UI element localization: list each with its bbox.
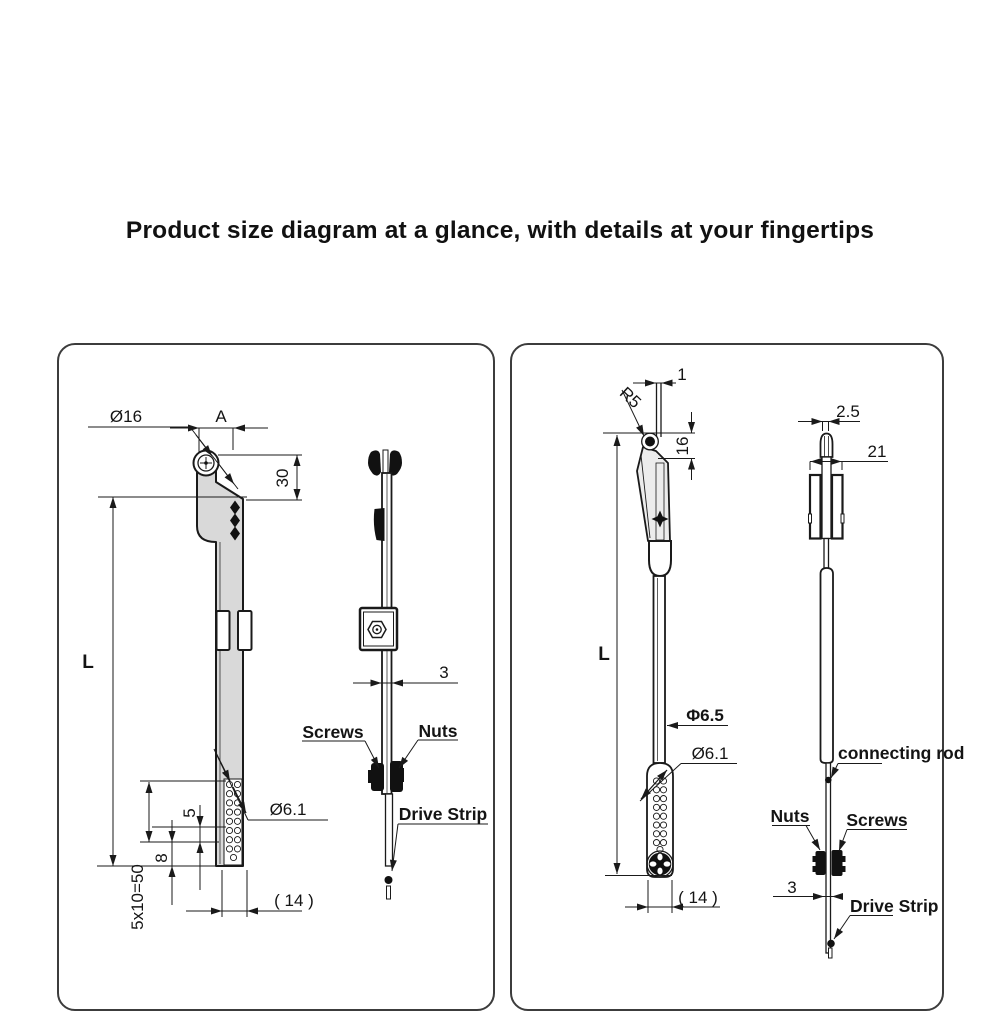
label-connecting-rod: connecting rod xyxy=(838,743,965,763)
dim-length-l-right: L xyxy=(598,644,610,665)
left-clip-left xyxy=(217,611,230,650)
left-panel xyxy=(58,344,494,1010)
left-clip-right xyxy=(238,611,252,650)
page-title: Product size diagram at a glance, with details at your fingertips xyxy=(125,217,875,244)
dim-hole-diameter-left: Ø6.1 xyxy=(269,800,307,819)
dim-offset-30: 30 xyxy=(273,468,292,488)
dim-rod-diameter: Φ6.5 xyxy=(686,706,724,725)
dim-width-14-left: ( 14 ) xyxy=(274,891,314,910)
dim-tip-width-2-5: 2.5 xyxy=(836,402,860,421)
dim-tip-width-1: 1 xyxy=(677,365,687,384)
dim-holes-pitch: 5x10=50 xyxy=(128,864,147,930)
dim-radius-r5: R5 xyxy=(615,383,645,412)
dim-thickness-3-left: 3 xyxy=(439,663,449,682)
dim-head-diameter: Ø16 xyxy=(109,407,143,426)
dim-hole-diameter-right: Ø6.1 xyxy=(691,744,729,763)
label-screws-right: Screws xyxy=(846,810,908,830)
right-drive-strip xyxy=(826,763,831,953)
right-pivot-dot xyxy=(645,437,655,447)
dim-offset-16: 16 xyxy=(673,436,692,456)
dim-thickness-3-right: 3 xyxy=(787,878,797,897)
label-drive-strip-right: Drive Strip xyxy=(850,896,939,916)
right-panel xyxy=(511,344,964,1010)
dim-block-width-21: 21 xyxy=(867,442,887,461)
left-diamond-marks xyxy=(230,501,240,541)
dim-8: 8 xyxy=(152,853,171,863)
left-pivot-head xyxy=(194,451,219,476)
label-nuts-left: Nuts xyxy=(418,721,458,741)
label-screws-left: Screws xyxy=(302,722,364,742)
dim-width-a: A xyxy=(215,407,227,426)
dim-width-14-right: ( 14 ) xyxy=(678,888,718,907)
dim-length-l-left: L xyxy=(82,652,94,673)
left-nut-block xyxy=(360,608,397,650)
label-drive-strip-left: Drive Strip xyxy=(398,804,488,824)
right-phillips-screw-head xyxy=(647,851,673,877)
left-panel-border xyxy=(58,344,494,1010)
label-nuts-right: Nuts xyxy=(770,806,810,826)
dim-5: 5 xyxy=(180,808,199,818)
